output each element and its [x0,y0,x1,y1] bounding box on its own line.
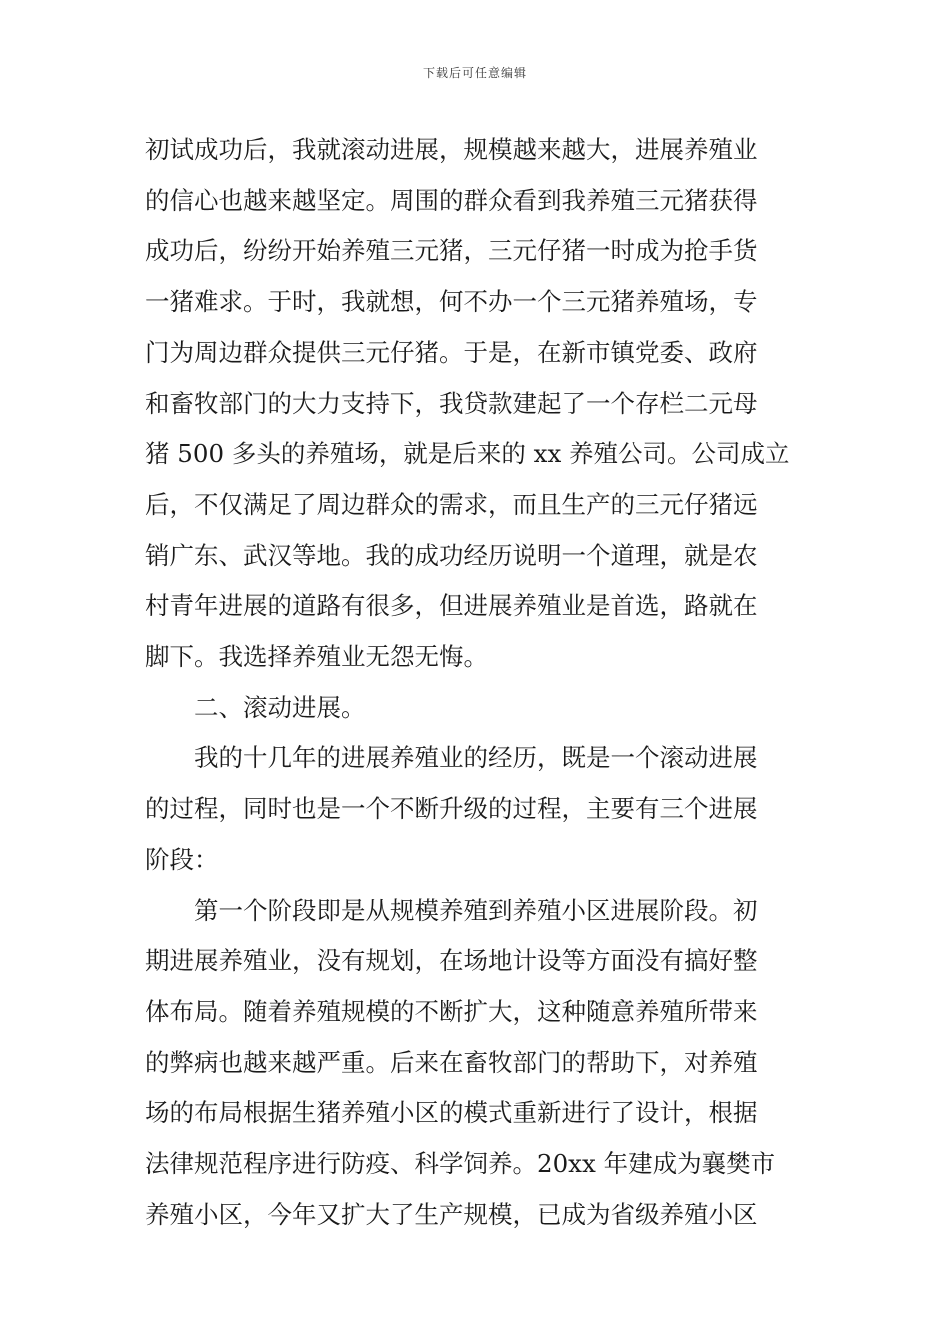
paragraph-p1 [145,125,807,683]
text-line: 村青年进展的道路有很多，但进展养殖业是首选，路就在 [145,591,758,621]
text-line: 门为周边群众提供三元仔猪。于是，在新市镇党委、政府 [145,337,758,367]
heading-line: 二、滚动进展。 [194,692,366,722]
page-header: 下载后可任意编辑 [422,66,527,80]
text-line: 场的布局根据生猪养殖小区的模式重新进行了设计，根据 [145,1098,758,1128]
text-line: 养殖小区，今年又扩大了生产规模，已成为省级养殖小区 [145,1199,758,1229]
text-line: 成功后，纷纷开始养殖三元猪，三元仔猪一时成为抢手货 [145,236,758,266]
paragraph-p4 [145,886,807,1241]
text-line: 法律规范程序进行防疫、科学饲养。20xx 年建成为襄樊市 [145,1149,776,1179]
text-line: 的信心也越来越坚定。周围的群众看到我养殖三元猪获得 [145,185,758,215]
paragraph-p3 [145,733,807,885]
text-line: 销广东、武汉等地。我的成功经历说明一个道理，就是农 [145,540,758,570]
document-body [145,125,807,1240]
text-line: 我的十几年的进展养殖业的经历，既是一个滚动进展 [194,743,758,773]
text-line: 体布局。随着养殖规模的不断扩大，这种随意养殖所带来 [145,996,758,1026]
text-line: 猪 500 多头的养殖场，就是后来的 xx 养殖公司。公司成立 [145,439,790,469]
section-heading [145,683,807,734]
text-line: 阶段： [145,844,219,874]
text-line: 的弊病也越来越严重。后来在畜牧部门的帮助下，对养殖 [145,1047,758,1077]
text-line: 一猪难求。于时，我就想，何不办一个三元猪养殖场，专 [145,287,758,317]
text-line: 后，不仅满足了周边群众的需求，而且生产的三元仔猪远 [145,489,758,519]
text-line: 和畜牧部门的大力支持下，我贷款建起了一个存栏二元母 [145,388,758,418]
text-line: 初试成功后，我就滚动进展，规模越来越大，进展养殖业 [145,135,758,164]
text-line: 期进展养殖业，没有规划，在场地计设等方面没有搞好整 [145,946,758,976]
text-line: 的过程，同时也是一个不断升级的过程，主要有三个进展 [145,794,758,824]
text-line: 第一个阶段即是从规模养殖到养殖小区进展阶段。初 [194,895,758,925]
text-line: 脚下。我选择养殖业无怨无悔。 [145,642,488,672]
